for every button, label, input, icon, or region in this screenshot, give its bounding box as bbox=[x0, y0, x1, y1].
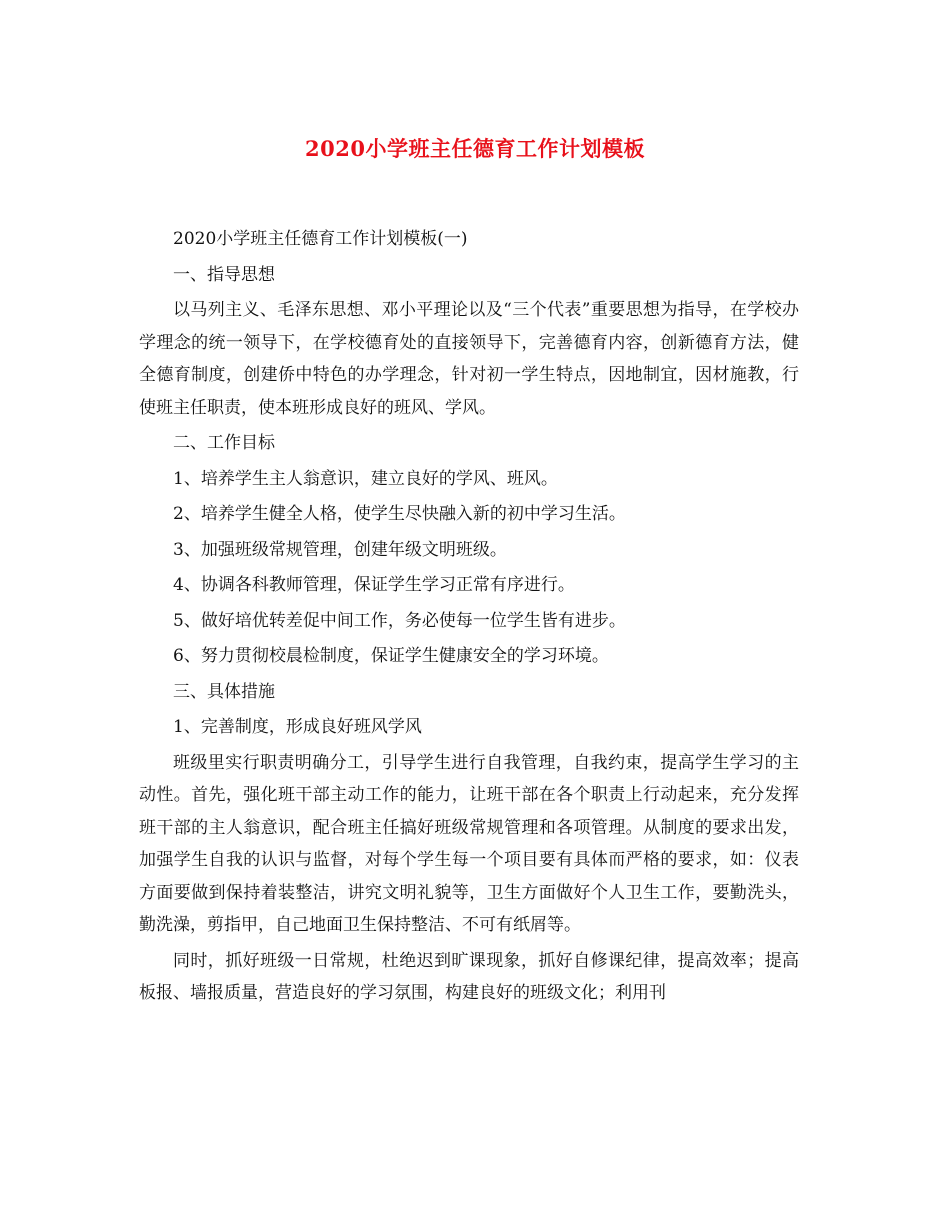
heading-specific-measures: 三、具体措施 bbox=[173, 681, 275, 702]
subheading-measure-1: 1、完善制度，形成良好班风学风 bbox=[173, 717, 422, 737]
list-item-goal-3: 3、加强班级常规管理，创建年级文明班级。 bbox=[173, 539, 507, 560]
section-subtitle: 2020小学班主任德育工作计划模板(一) bbox=[173, 229, 468, 249]
document-body bbox=[139, 223, 799, 1010]
paragraph-measure-1: 班级里实行职责明确分工，引导学生进行自我管理，自我约束，提高学生学习的主动性。首先，强化班干部主动工作的能力，让班干部在各个职责上行动起来，充分发挥班干部的主人翁意识，配合班主任搞好班级常规管理和各项管理。从制度的要求出发，加强学生自我的认识与监督，对每个学生每一个项目要有具体而严格的要求，如：仪表方面要做到保持着装整洁，讲究文明礼貌等，卫生方面做好个人卫生工作，要勤洗头，勤洗澡，剪指甲，自己地面卫生保持整洁、不可有纸屑等。 bbox=[139, 752, 799, 935]
list-item-goal-4: 4、协调各科教师管理，保证学生学习正常有序进行。 bbox=[173, 575, 575, 595]
list-item-goal-2: 2、培养学生健全人格，使学生尽快融入新的初中学习生活。 bbox=[173, 504, 626, 524]
heading-guiding-ideology: 一、指导思想 bbox=[173, 264, 275, 285]
document-title: 2020小学班主任德育工作计划模板 bbox=[305, 136, 645, 161]
paragraph-measure-1-continued: 同时，抓好班级一日常规，杜绝迟到旷课现象，抓好自修课纪律，提高效率；提高板报、墙报质量，营造良好的学习氛围，构建良好的班级文化；利用刊 bbox=[139, 950, 799, 1003]
list-item-goal-1: 1、培养学生主人翁意识，建立良好的学风、班风。 bbox=[173, 468, 558, 489]
heading-work-goals: 二、工作目标 bbox=[173, 433, 275, 453]
list-item-goal-6: 6、努力贯彻校晨检制度，保证学生健康安全的学习环境。 bbox=[173, 646, 609, 666]
list-item-goal-5: 5、做好培优转差促中间工作，务必使每一位学生皆有进步。 bbox=[173, 610, 626, 631]
paragraph-guiding-ideology: 以马列主义、毛泽东思想、邓小平理论以及“三个代表”重要思想为指导，在学校办学理念的统一领导下，在学校德育处的直接领导下，完善德育内容，创新德育方法，健全德育制度，创建侨中特色的办学理念，针对初一学生特点，因地制宜，因材施教，行使班主任职责，使本班形成良好的班风、学风。 bbox=[139, 300, 799, 418]
